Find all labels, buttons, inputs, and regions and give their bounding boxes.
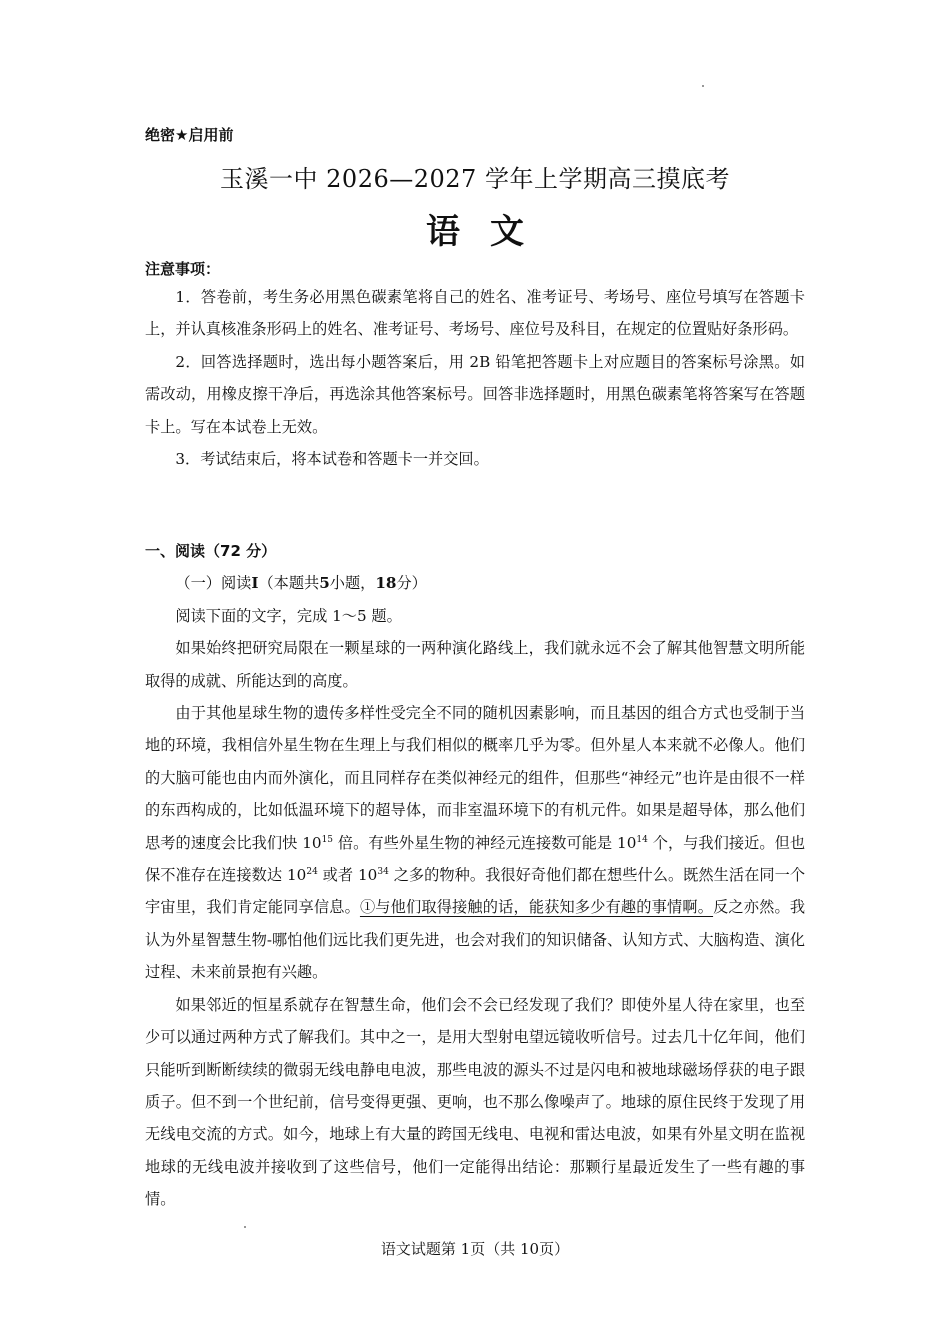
- paragraph-text: 个，与我们接近。但也保不准存在连接数达 10: [145, 833, 806, 885]
- subsection-text: 小题，: [329, 574, 376, 593]
- paragraph-text: 反之亦然。我认为外星智慧生物-哪怕他们远比我们更先进，也会对我们的知识储备、认知方式、大脑构造、演化过程、未来前景抱有兴趣。: [145, 898, 806, 982]
- reading-section: [145, 535, 805, 1216]
- note-item: 1．答卷前，考生务必用黑色碳素笔将自己的姓名、准考证号、考场号、座位号填写在答题卡上，并认真核准条形码上的姓名、准考证号、考场号、座位号及科目，在规定的位置贴好条形码。: [145, 288, 805, 339]
- subsection-roman: I: [251, 574, 259, 593]
- subsection-count: 5: [319, 574, 330, 593]
- paragraph-text: 倍。有些外星生物的神经元连接数可能是 10: [333, 833, 637, 852]
- exponent: 24: [306, 867, 318, 877]
- subsection-text: 分）: [396, 574, 427, 593]
- paragraph-text: 由于其他星球生物的遗传多样性受完全不同的随机因素影响，而且基因的组合方式也受制于当地的环境，我相信外星生物在生理上与我们相似的概率几乎为零。但外星人本来就不必像人。他们的大脑可能也由内而外演化，而且同样存在类似神经元的组件，但那些“神经元”也许是由很不一样的东西构成的，比如低温环境下的超导体，而非室温环境下的有机元件。如果是超导体，那么他们思考的速度会比我们快 10: [145, 704, 805, 852]
- underlined-sentence: ①与他们取得接触的话，能获知多少有趣的事情啊。: [359, 898, 714, 917]
- subject-title: 语文: [426, 212, 554, 252]
- subsection-heading: [145, 567, 805, 599]
- section-heading: 一、阅读（72 分）: [145, 542, 277, 560]
- page-footer: 语文试题第 1页（共 10页）: [380, 1240, 570, 1258]
- subsection-prefix: （一）阅读: [175, 574, 252, 593]
- exponent: 34: [377, 867, 389, 877]
- scan-dot: [244, 1226, 246, 1228]
- notes-heading: 注意事项：: [145, 260, 221, 278]
- note-item: 2．回答选择题时，选出每小题答案后，用 2B 铅笔把答题卡上对应题目的答案标号涂黑。如需改动，用橡皮擦干净后，再选涂其他答案标号。回答非选择题时，用黑色碳素笔将答案写在答题卡上。写在本试卷上无效。: [145, 352, 805, 436]
- exponent: 15: [321, 834, 334, 845]
- secret-mark: 绝密★启用前: [145, 126, 234, 144]
- paragraph-text: 之多的物种。我很好奇他们都在想些什么。既然生活在同一个宇宙里，我们肯定能同享信息。: [145, 866, 806, 917]
- passage-paragraph-2: [145, 697, 805, 989]
- passage-paragraph-1: 如果始终把研究局限在一颗星球的一两种演化路线上，我们就永远不会了解其他智慧文明所能取得的成就、所能达到的高度。: [145, 639, 805, 690]
- notes-list: [145, 281, 805, 475]
- paragraph-text: 或者 10: [317, 866, 378, 885]
- exam-title: 玉溪一中 2026—2027 学年上学期高三摸底考: [220, 165, 730, 193]
- exponent: 14: [636, 834, 648, 845]
- subsection-score: 18: [375, 574, 397, 593]
- scan-dot: [702, 85, 704, 87]
- note-item: 3．考试结束后，将本试卷和答题卡一并交回。: [175, 450, 489, 469]
- subsection-text: （本题共: [258, 574, 320, 593]
- passage-paragraph-3: 如果邻近的恒星系就存在智慧生命，他们会不会已经发现了我们？即使外星人待在家里，也至少可以通过两种方式了解我们。其中之一，是用大型射电望远镜收听信号。过去几十亿年间，他们只能听到断断续续的微弱无线电静电电波，那些电波的源头不过是闪电和被地球磁场俘获的电子跟质子。但不到一个世纪前，信号变得更强、更响，也不那么像噪声了。地球的原住民终于发现了用无线电交流的方式。如今，地球上有大量的跨国无线电、电视和雷达电波，如果有外星文明在监视地球的无线电波并接收到了这些信号，他们一定能得出结论：那颗行星最近发生了一些有趣的事情。: [145, 995, 805, 1209]
- reading-instruction: 阅读下面的文字，完成 1～5 题。: [175, 606, 402, 625]
